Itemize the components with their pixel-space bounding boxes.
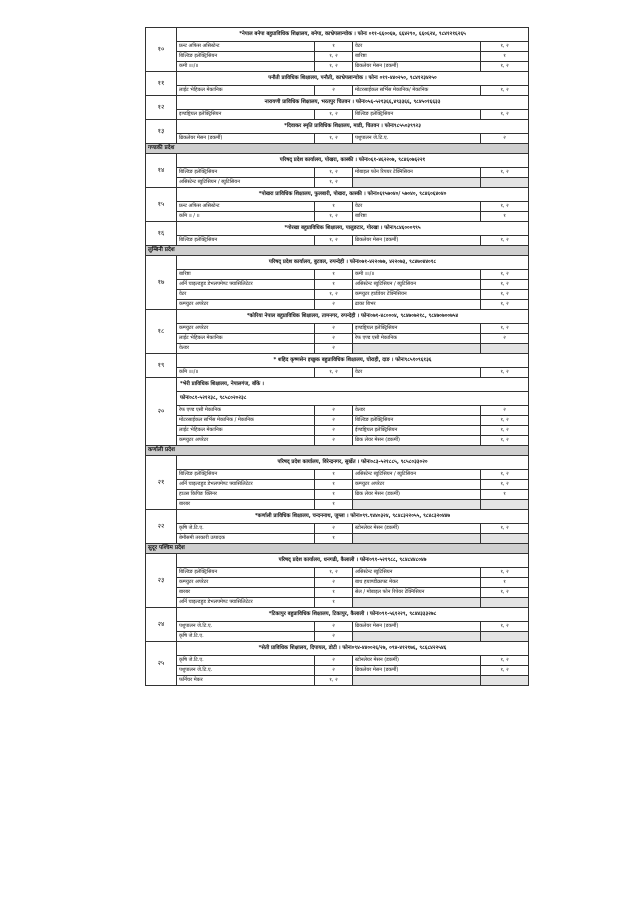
course-level: १, २	[315, 212, 353, 222]
course-level: १	[315, 480, 353, 490]
course-name: फर्निचर मेकर	[177, 676, 315, 686]
course-row	[146, 470, 529, 480]
course-level: १, २	[481, 622, 529, 632]
course-name: कमी ॥।/॥	[177, 62, 315, 72]
course-level: १, २	[315, 168, 353, 178]
course-name: असिस्टेन्ट ब्युटिसियन	[353, 568, 481, 578]
institution-header: *कोरिया नेपाल बहुप्राविधिक शिक्षालय, तामनगर, रुपन्देही । फोनः०७१-४८०००४, ९८४७०७२१८, ९८४७०७००७५४	[177, 310, 529, 324]
course-name: कृषि जे.टि.ए.	[177, 632, 315, 642]
course-row	[146, 280, 529, 290]
institution-header: * शहिद कृष्णसेन इच्छुक बहुप्राविधिक शिक्षालय, घोराही, दाङ । फोनः९८५१०९६१३६	[177, 354, 529, 368]
course-name	[353, 676, 481, 686]
course-level: २	[315, 524, 353, 534]
course-level: २	[315, 334, 353, 344]
institution-header-row	[146, 256, 529, 270]
course-name: कम्प्युटर अपरेटर	[177, 436, 315, 446]
course-name: वेल्डर	[177, 344, 315, 354]
institution-header-row	[146, 510, 529, 524]
course-name: अर्नि चाइल्डहुड डेभलपमेण्ट फ्यासिलिटेटर	[177, 480, 315, 490]
course-level: १	[315, 598, 353, 608]
province-header-row	[146, 246, 529, 256]
course-row	[146, 52, 529, 62]
course-name: स्टोनलेयर मेसन (डकर्मी)	[353, 524, 481, 534]
course-name: हाउस किपिङ क्लिनर	[177, 490, 315, 500]
institution-header: *भेरी प्राविधिक शिक्षालय, नेपालगंज, बाँके ।	[177, 378, 529, 392]
institution-header-row	[146, 222, 529, 236]
course-row	[146, 62, 529, 72]
institution-header-row	[146, 72, 529, 86]
course-name: कम्प्युटर अपरेटर	[177, 578, 315, 588]
institution-header: *दिवाकर स्मृति प्राविधिक शिक्षालय, माडी, चितवन । फोनः९८५५०३९९२३	[177, 120, 529, 134]
course-level	[481, 178, 529, 188]
course-name: रेफ एण्ड एसी मेकानिक	[177, 406, 315, 416]
course-level: १, २	[315, 52, 353, 62]
course-level: १	[315, 280, 353, 290]
institution-phone: फोनः०८१-५२१२३८, ९८५८०२०२३८	[177, 392, 529, 406]
course-level: १, २	[315, 676, 353, 686]
serial-number: २२	[146, 510, 177, 544]
institution-header: *पोखरा प्राविधिक शिक्षालय, फुलबारी, पोखरा, कास्की । फोनः०६१५७०४०/ ५७०४०, ९८४६०६४०४०	[177, 188, 529, 202]
course-row	[146, 490, 529, 500]
course-name: पशुपालन जे.टि.ए.	[177, 666, 315, 676]
course-level	[481, 534, 529, 544]
course-name: फ्रन्ट अफिस असिस्टेन्ट	[177, 42, 315, 52]
institution-header: परिषद् प्रदेश कार्यालय, धनगढी, कैलाली । फोनः०९१-५२१९८८, ९८४८४४८०४७	[177, 554, 529, 568]
course-level	[481, 632, 529, 642]
institution-header-row	[146, 154, 529, 168]
course-name: कमी ॥।/॥	[353, 270, 481, 280]
course-name: ब्रिकलेयर मेसन (डकर्मी)	[353, 62, 481, 72]
course-level: १, २	[481, 280, 529, 290]
course-level: २	[315, 344, 353, 354]
institution-header-row	[146, 354, 529, 368]
course-name: कृषि जे.टि.ए.	[177, 656, 315, 666]
course-row	[146, 134, 529, 144]
course-level: २	[315, 86, 353, 96]
course-row	[146, 676, 529, 686]
course-name: असिस्टेन्ट ब्युटिसियन / ब्युटिसियन	[353, 470, 481, 480]
course-name: वेटर	[353, 42, 481, 52]
province-header-row	[146, 446, 529, 456]
course-row	[146, 524, 529, 534]
serial-number: १९	[146, 354, 177, 378]
course-row	[146, 324, 529, 334]
course-name: कम्प्युटर अपरेटर	[177, 300, 315, 310]
course-row	[146, 426, 529, 436]
course-row	[146, 436, 529, 446]
course-level: १, २	[481, 300, 529, 310]
course-row	[146, 568, 529, 578]
course-level: १, २	[481, 436, 529, 446]
course-row	[146, 86, 529, 96]
serial-number: १५	[146, 188, 177, 222]
course-level: १, २	[315, 62, 353, 72]
course-level: १, २	[481, 666, 529, 676]
course-name: बिल्डिङ इलेक्ट्रिसियन	[177, 236, 315, 246]
course-level: १, २	[481, 290, 529, 300]
course-name: ब्रिकलेयर मेसन (डकर्मी)	[353, 236, 481, 246]
province-label: कर्णाली प्रदेश	[146, 446, 529, 456]
course-level: १	[481, 578, 529, 588]
course-name: बाथ हयाण्डीक्राफ्ट मेकर	[353, 578, 481, 588]
serial-number: ११	[146, 72, 177, 96]
course-name: बेमौसमी तरकारी उत्पादक	[177, 534, 315, 544]
course-row	[146, 344, 529, 354]
province-header-row	[146, 544, 529, 554]
course-name	[353, 500, 481, 510]
course-level	[481, 500, 529, 510]
course-name: कम्प्युटर अपरेटर	[353, 480, 481, 490]
serial-number: २०	[146, 378, 177, 446]
course-level	[481, 676, 529, 686]
course-row	[146, 236, 529, 246]
course-row	[146, 406, 529, 416]
document-page	[145, 27, 528, 686]
course-row	[146, 334, 529, 344]
course-row	[146, 290, 529, 300]
course-name: सेल / मोबाइल फोन रिपेयर टेक्निसियन	[353, 588, 481, 598]
course-name: अर्नि चाइल्डहुड डेभलपमेण्ट फ्यासिलिटेटर	[177, 598, 315, 608]
course-name: बिल्डिङ इलेक्ट्रिसियन	[353, 110, 481, 120]
institution-header-row	[146, 28, 529, 42]
course-row	[146, 656, 529, 666]
course-row	[146, 110, 529, 120]
course-name: वेटर	[353, 368, 481, 378]
serial-number: १२	[146, 96, 177, 120]
institution-header-row	[146, 378, 529, 392]
course-level: २	[315, 436, 353, 446]
course-name: वेटर	[177, 290, 315, 300]
course-level: १, २	[481, 62, 529, 72]
serial-number: २१	[146, 456, 177, 510]
course-level: १, २	[481, 416, 529, 426]
course-name: कृषि जे.टि.ए.	[177, 524, 315, 534]
course-level: २	[315, 578, 353, 588]
serial-number: १३	[146, 120, 177, 144]
course-row	[146, 534, 529, 544]
course-level: १	[315, 202, 353, 212]
course-name: इण्डष्ट्रियल इलेक्ट्रिसियन	[177, 110, 315, 120]
course-level: १	[315, 470, 353, 480]
course-row	[146, 368, 529, 378]
institution-table	[145, 27, 529, 686]
course-name: ब्रिकलेयर मेसन (डकर्मी)	[353, 666, 481, 676]
course-row	[146, 588, 529, 598]
course-row	[146, 666, 529, 676]
course-row	[146, 202, 529, 212]
course-name: रेफ एण्ड एसी मेकानिक	[353, 334, 481, 344]
institution-header: *कर्णाली प्राविधिक शिक्षालय, चन्दननाथ, जुम्ला । फोनः०९९.९४४०३२४, ९८४८३२२०५५, ९८४८३२०४४७	[177, 510, 529, 524]
course-name: असिस्टेन्ट ब्युटिसियन / ब्युटिसियन	[177, 178, 315, 188]
course-level: १, २	[315, 568, 353, 578]
course-row	[146, 416, 529, 426]
course-level: १, २	[315, 290, 353, 300]
institution-header-row	[146, 554, 529, 568]
serial-number: १०	[146, 28, 177, 72]
serial-number: २३	[146, 554, 177, 608]
course-name: ढाका बिभर	[353, 300, 481, 310]
institution-header-row	[146, 456, 529, 470]
course-name	[353, 178, 481, 188]
serial-number: १७	[146, 256, 177, 310]
serial-number: १६	[146, 222, 177, 246]
course-name: पशुपालन जे.टि.ए.	[177, 622, 315, 632]
course-row	[146, 168, 529, 178]
course-level: १, २	[481, 168, 529, 178]
course-name: लाईट भेहिकल मेकानिक	[177, 426, 315, 436]
course-level: १, २	[481, 524, 529, 534]
course-name: लाईट भेहिकल मेकानिक	[177, 86, 315, 96]
course-level: १, २	[315, 134, 353, 144]
course-name: इण्डष्ट्रियल इलेक्ट्रिसियन	[353, 324, 481, 334]
course-name: बिल्डिङ इलेक्ट्रिसियन	[177, 52, 315, 62]
course-name: वेटर	[353, 202, 481, 212]
course-row	[146, 500, 529, 510]
institution-phone-row	[146, 392, 529, 406]
course-name: बारिष्टा	[353, 52, 481, 62]
institution-header: परिषद् प्रदेश कार्यालय, विरेन्द्रनगर, सुर्खेत । फोनः०८३-५२१८८५, ९८५८०३३०२०	[177, 456, 529, 470]
course-name: लाईट भेहिकल मेकानिक	[177, 334, 315, 344]
course-name: असिस्टेन्ट ब्युटिसियन / ब्युटिसियन	[353, 280, 481, 290]
course-name	[353, 598, 481, 608]
course-row	[146, 480, 529, 490]
course-row	[146, 578, 529, 588]
course-level	[481, 598, 529, 608]
course-name: बिल्डिङ इलेक्ट्रिसियन	[177, 470, 315, 480]
institution-header: परिषद् प्रदेश कार्यालय, पोखरा, कास्की । फोनः०६१-४६२२०७, ९८४६०७६२२१	[177, 154, 529, 168]
course-name: ब्रिकलेयर मेसन (डकर्मी)	[177, 134, 315, 144]
institution-header-row	[146, 310, 529, 324]
serial-number: १४	[146, 154, 177, 188]
course-level: १, २	[481, 368, 529, 378]
course-name: कमि ॥ / ॥	[177, 212, 315, 222]
course-level: १, २	[481, 470, 529, 480]
course-level: १, २	[315, 368, 353, 378]
institution-header-row	[146, 642, 529, 656]
course-level: २	[481, 134, 529, 144]
course-row	[146, 270, 529, 280]
course-level: १, २	[481, 202, 529, 212]
course-level: १, २	[315, 110, 353, 120]
course-level: १, २	[315, 178, 353, 188]
course-level: १, २	[481, 568, 529, 578]
course-level: १, २	[481, 588, 529, 598]
course-row	[146, 212, 529, 222]
course-name: बारिष्टा	[353, 212, 481, 222]
course-name: मोटरसाईकल सर्भिस मेकानिक / मेकानिक	[177, 416, 315, 426]
course-name: बिल्डिङ इलेक्ट्रिसियन	[177, 568, 315, 578]
course-name	[353, 344, 481, 354]
serial-number: २५	[146, 642, 177, 686]
course-level: २	[315, 632, 353, 642]
course-name: ईण्डष्ट्रियल इलेक्ट्रिसियन	[353, 426, 481, 436]
course-name: अर्नि चाइल्डहुड डेभलपमेण्ट फ्यासिलिटेटर	[177, 280, 315, 290]
institution-header-row	[146, 608, 529, 622]
serial-number: २४	[146, 608, 177, 642]
course-row	[146, 42, 529, 52]
course-level: २	[315, 426, 353, 436]
course-name	[353, 632, 481, 642]
course-name: ब्रिकलेयर मेसन (डकर्मी)	[353, 622, 481, 632]
course-row	[146, 632, 529, 642]
institution-header: नारायणी प्राविधिक शिक्षालय, भरतपुर चितवन । फोनः०५६-५२१३६६,४९३३६६, ९८४५०१६६३३	[177, 96, 529, 110]
course-level: २	[315, 300, 353, 310]
institution-header: *गोरखा बहुप्राविधिक शिक्षालय, पालुङटार, गोरखा । फोनः९८४६०००९९५	[177, 222, 529, 236]
course-level: १	[315, 500, 353, 510]
course-level: १	[315, 588, 353, 598]
course-level: १	[315, 490, 353, 500]
course-name: बारिष्टा	[177, 270, 315, 280]
course-level: १	[315, 534, 353, 544]
course-level: १, २	[481, 426, 529, 436]
institution-header: परिषद् प्रदेश कार्यालय, बुटवल, रुपन्देही । फोनः०७१-४२२०७७, ४२२०७३, ९८४७०४४०१८	[177, 256, 529, 270]
course-name: कम्प्युटर हार्डवेयर टेक्निसियन	[353, 290, 481, 300]
institution-header: *सेती प्राविधिक शिक्षालय, दिपायल, डोटी । फोनः०९४-४४००२६/२७, ०९४-४१२१७६, ९८६८४२२५४६	[177, 642, 529, 656]
institution-header: *नेपाल बनेपा बहुप्राविधिक शिक्षालय, बनेपा, काभ्रेपलान्चोक । फोनः ०११-६६००६७, ६६४२९०, ६६०६२४, ९८४१२१६२६५	[177, 28, 529, 42]
course-level: १, २	[481, 42, 529, 52]
province-label: गण्डकी प्रदेश	[146, 144, 529, 154]
course-name: बारबर	[177, 500, 315, 510]
institution-header-row	[146, 188, 529, 202]
course-level	[481, 344, 529, 354]
course-name: ब्रिक लेयर मेसन (डकर्मी)	[353, 490, 481, 500]
course-row	[146, 300, 529, 310]
course-level: १	[481, 212, 529, 222]
course-level: १, २	[481, 656, 529, 666]
province-label: सुदूर पश्चिम प्रदेश	[146, 544, 529, 554]
course-row	[146, 178, 529, 188]
institution-header-row	[146, 96, 529, 110]
serial-number: १८	[146, 310, 177, 354]
institution-header-row	[146, 120, 529, 134]
course-level: २	[315, 324, 353, 334]
course-level: २	[315, 656, 353, 666]
course-name: मोटरसाईकल सर्भिस मेकानिक/ मेकानिक	[353, 86, 481, 96]
course-level: २	[315, 416, 353, 426]
course-level: १	[315, 42, 353, 52]
course-level: २	[315, 406, 353, 416]
institution-header: पनौती प्राविधिक शिक्षालय, पनौती, काभ्रेपलान्चोक । फोनः ०११-४४०२५०, ९८४१२३४२५०	[177, 72, 529, 86]
province-label: लुम्बिनी प्रदेश	[146, 246, 529, 256]
course-row	[146, 598, 529, 608]
course-level: १, २	[481, 86, 529, 96]
course-level: १, २	[481, 236, 529, 246]
course-name: कमि ॥।/॥	[177, 368, 315, 378]
course-level: १, २	[481, 324, 529, 334]
course-level: १	[481, 490, 529, 500]
course-name: बारबर	[177, 588, 315, 598]
course-level: १	[315, 270, 353, 280]
course-level: २	[315, 622, 353, 632]
course-name: पशुपालन जे.टि.ए.	[353, 134, 481, 144]
course-name: ब्रिक लेयर मेसन (डकर्मी)	[353, 436, 481, 446]
course-name: फ्रन्ट अफिस असिस्टेन्ट	[177, 202, 315, 212]
course-level: २	[315, 666, 353, 676]
course-level: १, २	[315, 236, 353, 246]
course-name: वेल्डर	[353, 406, 481, 416]
course-level: २	[481, 406, 529, 416]
province-header-row	[146, 144, 529, 154]
course-name: कम्प्युटर अपरेटर	[177, 324, 315, 334]
course-level: १, २	[481, 480, 529, 490]
course-name	[353, 534, 481, 544]
course-name: बिल्डिङ इलेक्ट्रिसियन	[177, 168, 315, 178]
course-name: मोबाइल फोन रिपयर टेक्निसियन	[353, 168, 481, 178]
course-level: १, २	[481, 270, 529, 280]
course-level: १	[481, 52, 529, 62]
course-name: स्टोनलेयर मेसन (डकर्मी)	[353, 656, 481, 666]
course-level: २	[481, 334, 529, 344]
course-level: १, २	[481, 110, 529, 120]
course-row	[146, 622, 529, 632]
course-name: बिल्डिङ इलेक्ट्रिसियन	[353, 416, 481, 426]
institution-header: *टिकापुर बहुप्राविधिक शिक्षालय, टिकापुर, कैलाली । फोनः०९१-५६१२२९, ९८४४३३३२७८	[177, 608, 529, 622]
